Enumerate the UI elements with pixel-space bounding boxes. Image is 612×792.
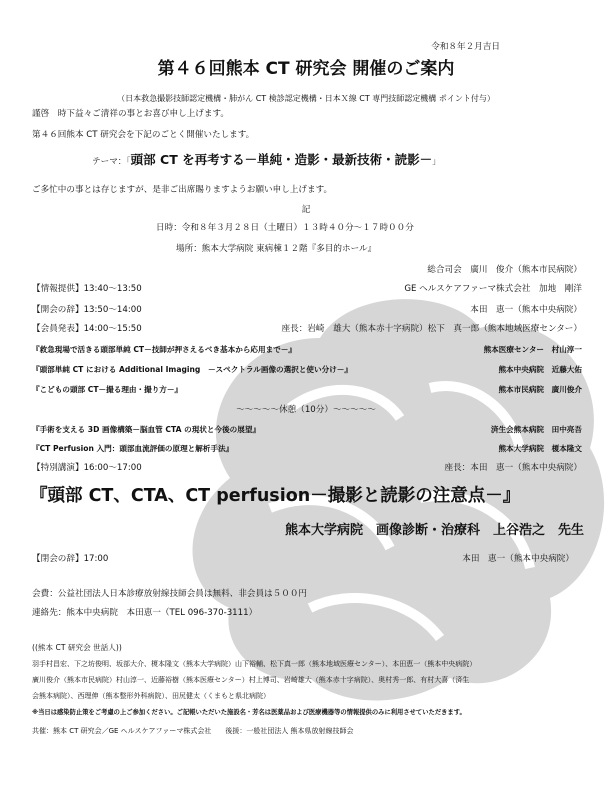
talk-3-title: 『こどもの頭部 CT－撮る理由・撮り方－』 [32,385,183,394]
opening-speaker: 本田 恵一（熊本中央病院） [470,305,582,315]
special-lecture-time: 【特別講演】16:00～17:00 [32,463,142,473]
committee-line-1: 羽手村昌宏、下之坊俊明、坂部大介、榎本隆文（熊本大学病院）山下裕輔、松下真一郎（熊本地域医療センター）、本田恵一（熊本中央病院） [32,660,477,668]
special-lecture-title: 『頭部 CT、CTA、CT perfusion－撮影と読影の注意点－』 [30,486,521,506]
talk-5-title: 『CT Perfusion 入門：頭部血流評価の原理と解析手法』 [32,444,234,453]
committee-line-2: 廣川俊介（熊本市民病院）村山淳一、近藤裕樹（熊本医療センター）村上博司、岩崎雄大（熊本赤十字病院）、奥村秀一郎、有村大喜（済生 [32,676,470,684]
special-lecture-speaker: 熊本大学病院 画像診断・治療科 上谷浩之 先生 [284,523,584,538]
talk-5-speaker: 熊本大学病院 榎本隆文 [498,444,582,453]
theme-line [92,152,441,168]
talk-3-speaker: 熊本市民病院 廣川俊介 [498,385,582,394]
event-datetime: 日時：令和８年３月２８日（土曜日）１３時４０分～１７時００分 [156,223,414,233]
member-presentations-chairs: 座長：岩崎 雄大（熊本赤十字病院）松下 真一郎（熊本地域医療センター） [281,324,582,334]
fee-info: 会費：公益社団法人日本診療放射線技師会員は無料、非会員は５００円 [32,589,308,599]
intro-text: 第４６回熊本 CT 研究会を下記のごとく開催いたします。 [32,130,255,140]
talk-2-title: 『頭部単純 CT における Additional Imaging －スペクトラル画像の選択と使い分け－』 [32,365,352,374]
contact-info: 連絡先：熊本中央病院 本田恵一（TEL 096-370-3111） [32,608,258,618]
talk-1-title: 『救急現場で活きる頭部単純 CT－技師が押さえるべき基本から応用まで－』 [32,345,296,354]
talk-4-title: 『手術を支える 3D 画像構築－脳血管 CTA の現状と今後の展望』 [32,425,261,434]
issue-date: 令和８年２月吉日 [431,42,500,52]
info-session-time: 【情報提供】13:40～13:50 [32,284,142,294]
closing-time: 【閉会の辞】17:00 [32,554,109,564]
talk-4-speaker: 済生会熊本病院 田中亮吾 [490,425,582,434]
opening-time: 【開会の辞】13:50～14:00 [32,305,142,315]
committee-header: ((熊本 CT 研究会 世話人)) [32,643,122,652]
privacy-notice: ※当日は感染防止策をご考慮の上ご参加ください。ご記帳いただいた施設名・芳名は医薬品および医療機器等の情報提供のみに利用させていただきます。 [32,709,466,716]
closing-speaker: 本田 恵一（熊本中央病院） [462,554,574,564]
break-notice: ～～～～～休憩（10分）～～～～～ [236,405,376,415]
talk-1-speaker: 熊本医療センター 村山淳一 [483,345,582,354]
request-text: ご多忙中の事とは存じますが、是非ご出席賜りますようお願い申し上げます。 [32,185,333,195]
special-lecture-chair: 座長：本田 恵一（熊本中央病院） [444,463,582,473]
committee-line-3: 会熊本病院）、西理伸（熊本整形外科病院）、田尻健太（くまもと県北病院） [32,692,270,700]
sponsor-info: 共催：熊本 CT 研究会／GE ヘルスケアファーマ株式会社 後援：一般社団法人 熊本県放射線技師会 [32,727,354,735]
theme-prefix: テーマ：「 [92,157,131,167]
theme-suffix: 」 [432,157,441,167]
ki-mark: 記 [301,205,311,215]
talk-2-speaker: 熊本中央病院 近藤大佑 [498,365,582,374]
theme-title: 頭部 CT を再考する－単純・造影・最新技術・読影－ [130,152,433,167]
greeting: 謹啓 時下益々ご清祥の事とお喜び申し上げます。 [32,109,229,119]
page-title: 第４６回熊本 CT 研究会 開催のご案内 [157,59,455,79]
event-venue: 場所：熊本大学病院 東病棟１２階『多目的ホール』 [176,244,377,254]
moderator: 総合司会 廣川 俊介（熊本市民病院） [427,265,582,275]
member-presentations-time: 【会員発表】14:00～15:50 [32,324,142,334]
info-session-presenter: GE ヘルスケアファーマ株式会社 加地 剛洋 [404,284,582,294]
certification-note: （日本救急撮影技師認定機構・肺がん CT 検診認定機構・日本Ｘ線 CT 専門技師認定機構 ポイント付与） [117,94,495,103]
